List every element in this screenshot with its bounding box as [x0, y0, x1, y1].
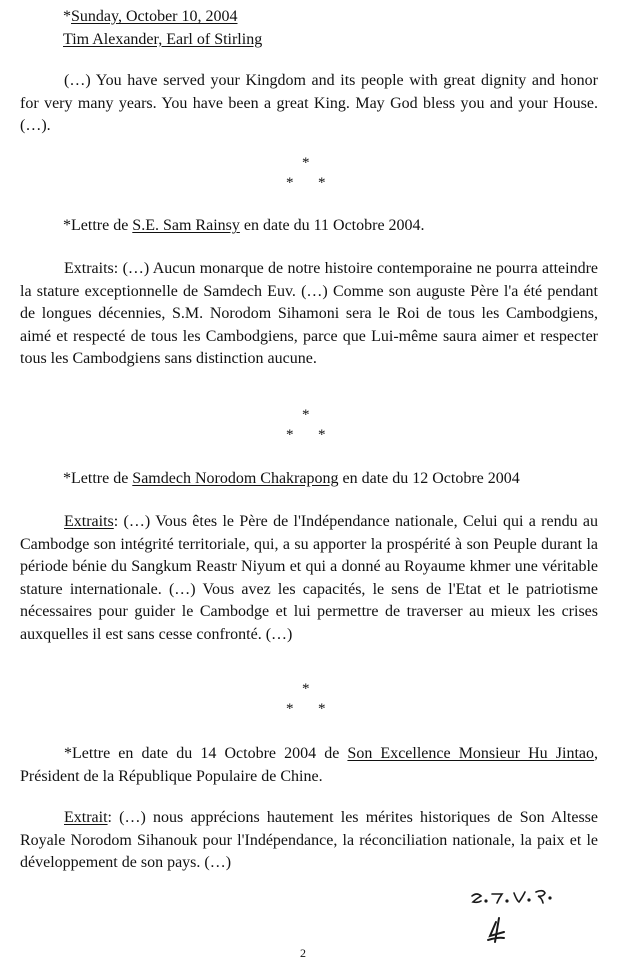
heading-suffix: , Président de la République Populaire de Chine. — [20, 745, 599, 785]
letter-hu-jintao-heading — [20, 743, 598, 788]
separator-star: * — [302, 407, 310, 423]
letter-earl-of-stirling-heading: *Sunday, October 10, 2004 Tim Alexander, Earl of Stirling — [63, 8, 263, 48]
sender-name: S.E. Sam Rainsy — [132, 217, 240, 234]
heading-prefix: *Lettre de — [63, 470, 133, 487]
separator-star: * — [318, 427, 326, 443]
separator-star: * — [318, 175, 326, 191]
sender-name: Son Excellence Monsieur Hu Jintao — [347, 745, 595, 762]
heading-suffix: en date du 12 Octobre 2004 — [338, 470, 520, 487]
separator-star: * — [302, 155, 310, 171]
letter-chakrapong-heading — [20, 468, 598, 491]
excerpt-body: : (…) nous apprécions hautement les mérites historiques de Son Altesse Royale Norodom Sihanouk pour l'Indépendance, la réconciliation nationale, la paix et le développement de son pays. (…) — [20, 809, 598, 871]
heading-suffix: en date du 11 Octobre 2004. — [239, 217, 425, 234]
excerpt-body: : (…) Aucun monarque de notre histoire contemporaine ne pourra atteindre la stature exceptionnelle de Samdech Euv. (…) Comme son auguste Père l'a été pendant de longues décennies, S.M. Norodom Sihamoni sera le Roi de tous les Cambodgiens, aimé et respecté de tous les Cambodgiens, parce que Lui-même saura aimer et respecter tous les Cambodgiens sans distinction aucune. — [20, 260, 598, 367]
letter-sam-rainsy-heading — [20, 215, 598, 238]
excerpt-body: : (…) Vous êtes le Père de l'Indépendance nationale, Celui qui a rendu au Cambodge son intégrité territoriale, qui, a su apporter la prospérité à son Peuple durant la période bénie du Sangkum Reastr Niyum et qui a donné au Royaume khmer une véritable stature internationale. (…) Vous avez les capacités, le sens de l'Etat et le patriotisme nécessaires pour guider le Cambodge et lui permettre de traverser au mieux les crises auxquelles il est sans cesse confronté. (…) — [20, 513, 598, 643]
separator-star: * — [286, 175, 294, 191]
letter-author: Tim Alexander, Earl of Stirling — [63, 30, 263, 48]
sender-name: Samdech Norodom Chakrapong — [132, 470, 339, 487]
separator-star: * — [286, 701, 294, 717]
separator-star: * — [302, 681, 310, 697]
separator-star: * — [286, 427, 294, 443]
handwritten-initials — [466, 882, 556, 948]
letter-sam-rainsy-excerpt — [20, 258, 598, 371]
page-number: 2 — [300, 946, 306, 960]
excerpt-label: Extrait — [64, 809, 108, 826]
letter-chakrapong-excerpt — [20, 511, 598, 646]
separator-star: * — [318, 701, 326, 717]
excerpt-label: Extraits — [64, 260, 114, 277]
heading-prefix: *Lettre de — [63, 217, 133, 234]
excerpt-label: Extraits — [64, 513, 114, 530]
heading-prefix: *Lettre en date du 14 Octobre 2004 de — [64, 745, 348, 762]
letter-hu-jintao-excerpt — [20, 807, 598, 875]
letter-date: Sunday, October 10, 2004 — [71, 8, 238, 25]
letter-earl-of-stirling-quote: (…) You have served your Kingdom and its people with great dignity and honor for very many years. You have been a great King. May God bless you and your House. (…). — [20, 72, 598, 134]
